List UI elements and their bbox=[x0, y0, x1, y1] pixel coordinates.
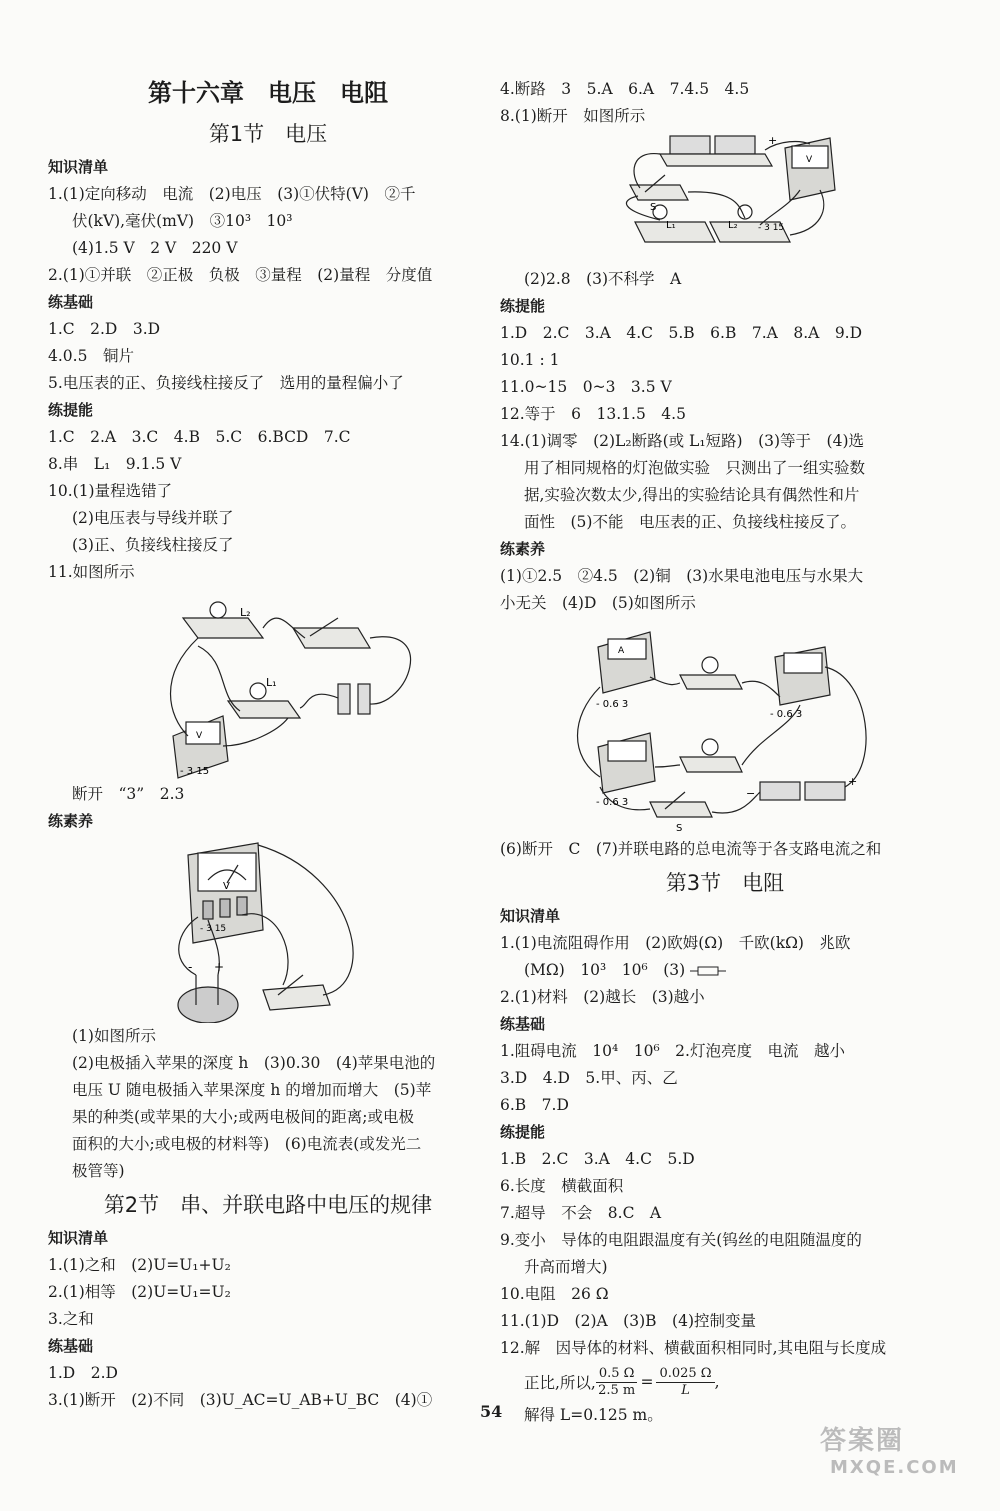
answer-line: 6.B 7.D bbox=[500, 1096, 569, 1114]
answer-line bbox=[500, 957, 950, 984]
label-v: V bbox=[806, 155, 813, 165]
subheading: 知识清单 bbox=[48, 1229, 109, 1247]
equation-suffix: , bbox=[714, 1373, 720, 1391]
resistor-symbol-icon bbox=[690, 965, 726, 977]
label-s: S bbox=[676, 823, 683, 834]
answer-line: 5.电压表的正、负接线柱接反了 选用的量程偏小了 bbox=[48, 374, 404, 392]
watermark-text: 答案圈 bbox=[820, 1426, 905, 1456]
answer-line: 果的种类(或苹果的大小;或两电极间的距离;或电极 bbox=[72, 1108, 414, 1126]
answer-line: 1.D 2.C 3.A 4.C 5.B 6.B 7.A 8.A 9.D bbox=[500, 324, 863, 342]
answer-line: (3)正、负接线柱接反了 bbox=[72, 536, 234, 554]
answer-line: 1.C 2.D 3.D bbox=[48, 320, 161, 338]
answer-line: 2.(1)①并联 ②正极 负极 ③量程 (2)量程 分度值 bbox=[48, 266, 433, 284]
answer-line: 12.解 因导体的材料、横截面积相同时,其电阻与长度成 bbox=[500, 1339, 887, 1357]
answer-line: 据,实验次数太少,得出的实验结论具有偶然性和片 bbox=[524, 486, 860, 504]
answer-line: 4.断路 3 5.A 6.A 7.4.5 4.5 bbox=[500, 80, 750, 98]
circuit-figure-5 bbox=[500, 617, 950, 836]
label-scale: - 3 15 bbox=[180, 766, 210, 777]
apple-circuit-diagram bbox=[48, 835, 488, 1023]
fraction-numerator: 0.5 Ω bbox=[596, 1366, 638, 1383]
answer-text: (MΩ) 10³ 10⁶ (3) bbox=[524, 961, 686, 979]
answer-line: 4.0.5 铜片 bbox=[48, 347, 134, 365]
answer-line: 1.D 2.D bbox=[48, 1364, 118, 1382]
section-title: 第2节 串、并联电路中电压的规律 bbox=[103, 1193, 433, 1217]
answer-line: (2)2.8 (3)不科学 A bbox=[524, 270, 682, 288]
answer-line: 11.0~15 0~3 3.5 V bbox=[500, 378, 672, 396]
answer-line: (1)如图所示 bbox=[72, 1027, 156, 1045]
answer-line: 10.1 : 1 bbox=[500, 351, 560, 369]
answer-line: 1.阻碍电流 10⁴ 10⁶ 2.灯泡亮度 电流 越小 bbox=[500, 1042, 845, 1060]
fraction-denominator: L bbox=[681, 1382, 690, 1398]
answer-line: 10.(1)量程选错了 bbox=[48, 482, 173, 500]
label-minus: - bbox=[188, 960, 193, 974]
answer-line: 11.如图所示 bbox=[48, 563, 135, 581]
answer-line: 8.(1)断开 如图所示 bbox=[500, 107, 646, 125]
subheading: 练基础 bbox=[500, 1015, 546, 1033]
label-l1: L₁ bbox=[266, 676, 277, 689]
answer-line: 1.(1)定向移动 电流 (2)电压 (3)①伏特(V) ②千 bbox=[48, 185, 416, 203]
apple-battery-figure bbox=[48, 835, 488, 1023]
label-l2: L₂ bbox=[728, 220, 738, 231]
label-l1: L₁ bbox=[666, 220, 676, 231]
answer-line: 断开 “3” 2.3 bbox=[72, 785, 185, 803]
answer-line: 电压 U 随电极插入苹果深度 h 的增加而增大 (5)苹 bbox=[72, 1081, 432, 1099]
circuit-figure-8 bbox=[500, 130, 950, 266]
label-plus: + bbox=[214, 960, 225, 974]
left-column bbox=[48, 72, 488, 1414]
answer-line: 14.(1)调零 (2)L₂断路(或 L₁短路) (3)等于 (4)选 bbox=[500, 432, 865, 450]
answer-line: 极管等) bbox=[72, 1162, 125, 1180]
subheading: 练素养 bbox=[48, 812, 94, 830]
circuit-figure-11 bbox=[48, 586, 488, 781]
parallel-circuit-diagram bbox=[500, 617, 950, 836]
chapter-title: 第十六章 电压 电阻 bbox=[148, 79, 388, 107]
answer-line: 1.B 2.C 3.A 4.C 5.D bbox=[500, 1150, 695, 1168]
answer-line: 伏(kV),毫伏(mV) ③10³ 10³ bbox=[72, 212, 293, 230]
label-l2: L₂ bbox=[240, 606, 251, 619]
answer-line: 9.变小 导体的电阻跟温度有关(钨丝的电阻随温度的 bbox=[500, 1231, 862, 1249]
answer-line: 11.(1)D (2)A (3)B (4)控制变量 bbox=[500, 1312, 756, 1330]
watermark-url: MXQE.COM bbox=[830, 1457, 959, 1478]
label-a: A bbox=[618, 646, 625, 656]
subheading: 练素养 bbox=[500, 540, 546, 558]
answer-line: 解得 L=0.125 m。 bbox=[524, 1406, 663, 1424]
label-scale: - 3 15 bbox=[200, 924, 227, 934]
label-v: V bbox=[223, 881, 230, 892]
answer-line: 6.长度 横截面积 bbox=[500, 1177, 624, 1195]
subheading: 练提能 bbox=[500, 297, 546, 315]
label-scale: - 0.6 3 bbox=[596, 797, 629, 808]
answer-line: 小无关 (4)D (5)如图所示 bbox=[500, 594, 696, 612]
section-title: 第1节 电压 bbox=[208, 122, 328, 146]
label-scale: - 3 15 bbox=[758, 223, 785, 233]
answer-line: 1.C 2.A 3.C 4.B 5.C 6.BCD 7.C bbox=[48, 428, 351, 446]
subheading: 练提能 bbox=[48, 401, 94, 419]
answer-line: 10.电阻 26 Ω bbox=[500, 1285, 609, 1303]
answer-line: 2.(1)相等 (2)U=U₁=U₂ bbox=[48, 1283, 231, 1301]
answer-line: 3.之和 bbox=[48, 1310, 94, 1328]
answer-line: 2.(1)材料 (2)越长 (3)越小 bbox=[500, 988, 705, 1006]
answer-line: 3.(1)断开 (2)不同 (3)U_AC=U_AB+U_BC (4)① bbox=[48, 1391, 433, 1409]
answer-line: 8.串 L₁ 9.1.5 V bbox=[48, 455, 182, 473]
subheading: 练基础 bbox=[48, 293, 94, 311]
answer-line: (1)①2.5 ②4.5 (2)铜 (3)水果电池电压与水果大 bbox=[500, 567, 864, 585]
subheading: 练提能 bbox=[500, 1123, 546, 1141]
answer-line: 用了相同规格的灯泡做实验 只测出了一组实验数 bbox=[524, 459, 866, 477]
circuit-diagram bbox=[48, 586, 488, 781]
answer-line: 面积的大小;或电极的材料等) (6)电流表(或发光二 bbox=[72, 1135, 422, 1153]
answer-line: 12.等于 6 13.1.5 4.5 bbox=[500, 405, 686, 423]
fraction bbox=[596, 1366, 638, 1399]
subheading: 知识清单 bbox=[500, 907, 561, 925]
answer-line: 1.(1)电流阻碍作用 (2)欧姆(Ω) 千欧(kΩ) 兆欧 bbox=[500, 934, 851, 952]
subheading: 知识清单 bbox=[48, 158, 109, 176]
right-column bbox=[500, 76, 950, 1429]
fraction-numerator: 0.025 Ω bbox=[656, 1366, 714, 1383]
label-scale: - 0.6 3 bbox=[770, 709, 803, 720]
label-v: V bbox=[196, 731, 203, 741]
fraction bbox=[656, 1366, 714, 1399]
label-minus: − bbox=[746, 787, 756, 800]
label-plus: + bbox=[848, 775, 858, 788]
answer-line: (6)断开 C (7)并联电路的总电流等于各支路电流之和 bbox=[500, 840, 882, 858]
answer-line: 升高而增大) bbox=[524, 1258, 608, 1276]
label-scale: - 0.6 3 bbox=[596, 699, 629, 710]
watermark-logo bbox=[820, 1420, 959, 1478]
fraction-equation bbox=[500, 1362, 950, 1402]
answer-line: (2)电极插入苹果的深度 h (3)0.30 (4)苹果电池的 bbox=[72, 1054, 436, 1072]
label-plus: + bbox=[768, 134, 778, 147]
label-s: S bbox=[650, 202, 657, 213]
section-title: 第3节 电阻 bbox=[665, 871, 785, 895]
answer-line: 1.(1)之和 (2)U=U₁+U₂ bbox=[48, 1256, 231, 1274]
answer-line: (4)1.5 V 2 V 220 V bbox=[72, 239, 238, 257]
equals-sign: = bbox=[640, 1373, 654, 1391]
answer-line: 面性 (5)不能 电压表的正、负接线柱接反了。 bbox=[524, 513, 856, 531]
page-number: 54 bbox=[480, 1402, 503, 1421]
answer-line: (2)电压表与导线并联了 bbox=[72, 509, 234, 527]
answer-line: 3.D 4.D 5.甲、丙、乙 bbox=[500, 1069, 678, 1087]
subheading: 练基础 bbox=[48, 1337, 94, 1355]
equation-prefix: 正比,所以, bbox=[524, 1374, 596, 1392]
circuit-diagram bbox=[500, 130, 950, 266]
fraction-denominator: 2.5 m bbox=[598, 1382, 636, 1398]
answer-line: 7.超导 不会 8.C A bbox=[500, 1204, 662, 1222]
